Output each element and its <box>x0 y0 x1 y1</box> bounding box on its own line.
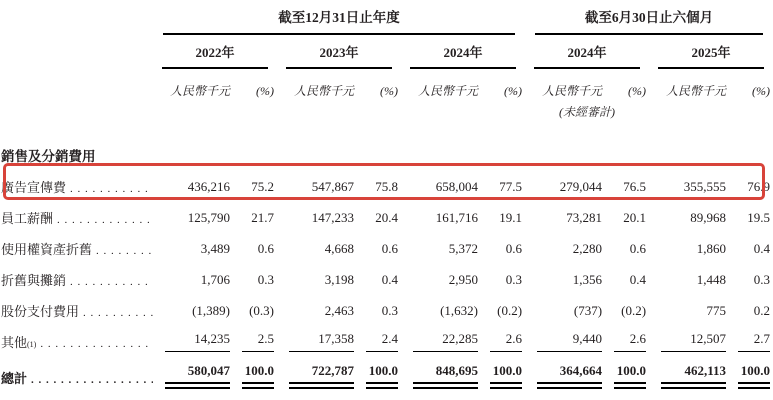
cell-amount: 547,867 <box>311 178 354 194</box>
pct-label: (%) <box>628 84 647 98</box>
year-header-2024-interim: 2024年 <box>525 35 649 69</box>
cell-amount: 147,233 <box>311 209 354 225</box>
row-label: 使用權資產折舊 . . . <box>1 233 153 264</box>
row-label: 股份支付費用 . . . <box>1 295 153 326</box>
cell-amount: 279,044 <box>559 178 603 194</box>
unit-label: 人民幣千元 <box>417 84 478 98</box>
cell-amount: 12,507 <box>649 326 726 357</box>
table-row-others <box>1 326 773 357</box>
period-group-header-row <box>1 6 773 35</box>
cell-pct: 0.2 <box>753 302 771 318</box>
cell-amount: 5,372 <box>448 240 478 256</box>
cell-pct: (0.2) <box>497 302 523 318</box>
cell-amount: 355,555 <box>683 178 727 194</box>
cell-pct: 21.7 <box>251 209 274 225</box>
cell-pct: 75.2 <box>251 178 274 194</box>
cell-pct: 0.4 <box>381 271 398 287</box>
cell-pct: 2.6 <box>478 326 525 357</box>
cell-pct: 0.3 <box>381 302 398 318</box>
cell-total-amount: 462,113 <box>649 357 726 397</box>
cell-pct: 77.5 <box>499 178 523 194</box>
cell-amount: 775 <box>706 302 727 318</box>
table-row-advertising <box>1 171 773 202</box>
cell-total-amount: 364,664 <box>525 357 602 397</box>
section-title: 銷售及分銷費用 <box>1 149 96 164</box>
unit-label: 人民幣千元 <box>169 84 230 98</box>
dot-leader <box>70 276 153 288</box>
cell-amount: 1,706 <box>200 271 230 287</box>
cell-amount: 658,004 <box>435 178 478 194</box>
cell-total-pct: 100.0 <box>478 357 525 397</box>
cell-pct: 20.1 <box>623 209 647 225</box>
cell-pct: 76.9 <box>747 178 771 194</box>
dot-leader <box>96 245 153 257</box>
row-label: 折舊與攤銷 . . . <box>1 264 153 295</box>
cell-pct: 20.4 <box>375 209 398 225</box>
year-header-2023: 2023年 <box>277 35 401 69</box>
annual-period-label: 截至12月31日止年度 <box>163 6 515 35</box>
unaudited-note: (未經審計) <box>559 105 616 119</box>
cell-pct: 76.5 <box>623 178 647 194</box>
interim-period-label: 截至6月30日止六個月 <box>535 6 763 35</box>
interim-period-header <box>525 6 773 35</box>
unaudited-note-row <box>1 103 773 125</box>
row-label: 員工薪酬 . . . <box>1 202 153 233</box>
cell-amount: 73,281 <box>566 209 603 225</box>
cell-total-pct: 100.0 <box>354 357 401 397</box>
pct-label: (%) <box>504 84 523 98</box>
cell-amount: 1,860 <box>696 240 727 256</box>
cell-amount: 89,968 <box>690 209 727 225</box>
cell-pct: 2.7 <box>726 326 773 357</box>
cell-amount: 1,356 <box>572 271 603 287</box>
pct-label: (%) <box>752 84 771 98</box>
dot-leader <box>83 307 153 319</box>
year-header-row <box>1 35 773 69</box>
dot-leader <box>57 214 153 226</box>
cell-amount: (737) <box>573 302 603 318</box>
cell-total-amount: 580,047 <box>153 357 230 397</box>
row-label: 廣告宣傳費 . . . <box>1 171 153 202</box>
cell-pct: 0.4 <box>753 240 771 256</box>
cell-pct: 0.6 <box>505 240 523 256</box>
cell-pct: 0.3 <box>257 271 274 287</box>
row-label-total: 總計 . . . <box>1 357 153 397</box>
cell-amount: 2,950 <box>448 271 478 287</box>
section-header-row <box>1 139 773 171</box>
year-header-2022: 2022年 <box>153 35 277 69</box>
cell-pct: 2.5 <box>230 326 277 357</box>
cell-amount: 161,716 <box>435 209 478 225</box>
cell-pct: 0.3 <box>753 271 771 287</box>
table-row-share-payment <box>1 295 773 326</box>
cell-amount: 125,790 <box>187 209 230 225</box>
cell-pct: 19.1 <box>499 209 523 225</box>
cell-pct: 0.6 <box>381 240 398 256</box>
cell-amount: 4,668 <box>324 240 354 256</box>
cell-amount: 3,198 <box>324 271 354 287</box>
cell-amount: 3,489 <box>200 240 230 256</box>
cell-pct: 0.3 <box>505 271 523 287</box>
cell-amount: 17,358 <box>277 326 354 357</box>
cell-pct: 75.8 <box>375 178 398 194</box>
cell-total-pct: 100.0 <box>602 357 649 397</box>
unit-header-row <box>1 69 773 103</box>
unit-label: 人民幣千元 <box>666 84 727 98</box>
cell-pct: 19.5 <box>747 209 771 225</box>
year-header-2025: 2025年 <box>649 35 773 69</box>
table-row-staff-cost <box>1 202 773 233</box>
cell-pct: 0.6 <box>629 240 647 256</box>
cell-pct: 0.4 <box>629 271 647 287</box>
pct-label: (%) <box>380 84 398 98</box>
cell-amount: (1,389) <box>192 302 230 318</box>
cell-total-pct: 100.0 <box>726 357 773 397</box>
dot-leader <box>31 374 153 386</box>
cell-amount: 2,280 <box>572 240 603 256</box>
year-header-2024: 2024年 <box>401 35 525 69</box>
footnote-marker: (1) <box>27 340 37 349</box>
table-row-depreciation-amortisation <box>1 264 773 295</box>
cell-total-amount: 848,695 <box>401 357 478 397</box>
cell-amount: 1,448 <box>696 271 727 287</box>
unit-label: 人民幣千元 <box>293 84 354 98</box>
table-row-total <box>1 357 773 397</box>
dot-leader <box>70 183 153 195</box>
cell-amount: 436,216 <box>187 178 230 194</box>
cell-pct: 2.4 <box>354 326 401 357</box>
cell-pct: 0.6 <box>257 240 274 256</box>
expense-table <box>1 6 773 397</box>
table-row-rou-depreciation <box>1 233 773 264</box>
cell-pct: (0.2) <box>621 302 647 318</box>
row-label: 其他 $_{(1)}$ . . . <box>1 326 153 357</box>
cell-amount: 14,235 <box>153 326 230 357</box>
cell-amount: 9,440 <box>525 326 602 357</box>
dot-leader <box>40 338 153 350</box>
unit-label: 人民幣千元 <box>542 84 603 98</box>
cell-pct: 2.6 <box>602 326 649 357</box>
cell-pct: (0.3) <box>249 302 274 318</box>
cell-total-pct: 100.0 <box>230 357 277 397</box>
cell-amount: (1,632) <box>440 302 478 318</box>
cell-amount: 2,463 <box>324 302 354 318</box>
annual-period-header <box>153 6 525 35</box>
cell-amount: 22,285 <box>401 326 478 357</box>
cell-total-amount: 722,787 <box>277 357 354 397</box>
pct-label: (%) <box>256 84 274 98</box>
